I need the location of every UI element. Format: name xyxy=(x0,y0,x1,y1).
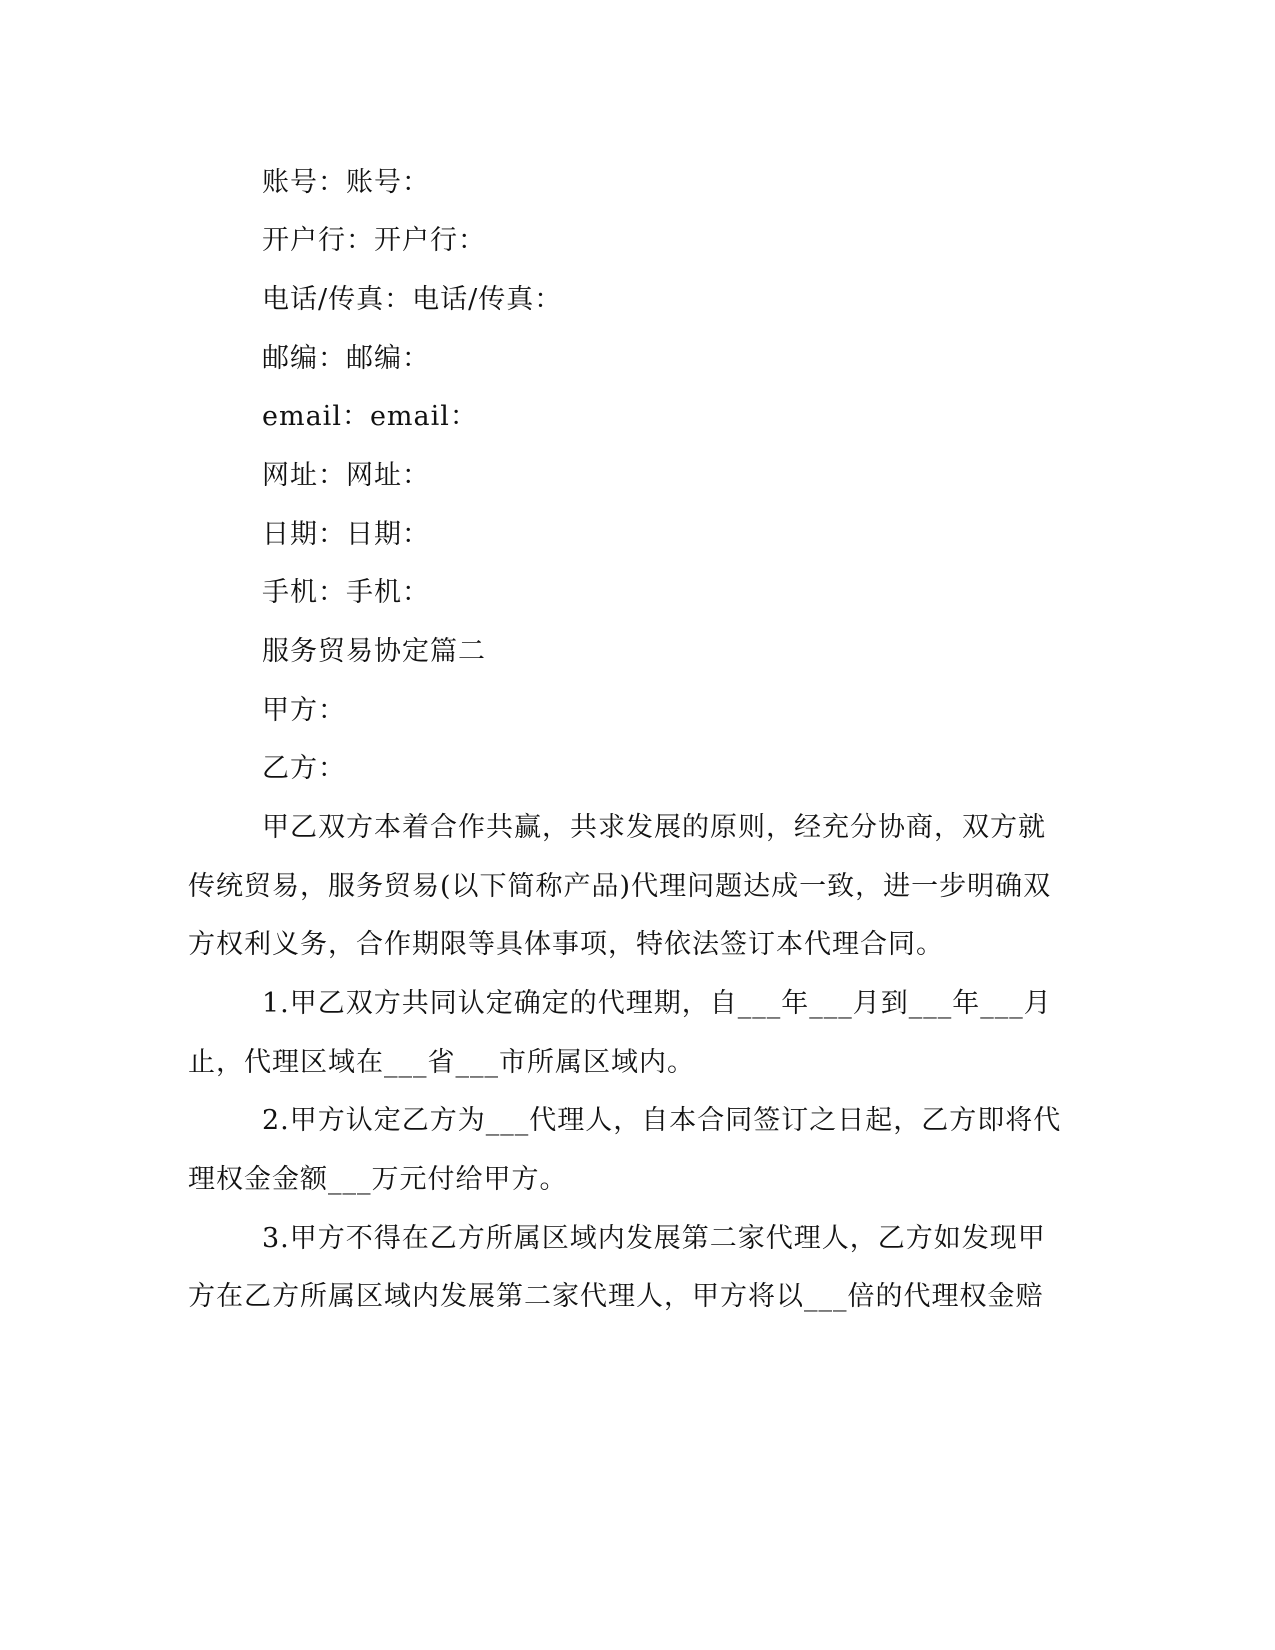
intro-line-2: 传统贸易，服务贸易(以下简称产品)代理问题达成一致，进一步明确双 xyxy=(188,871,1052,902)
clause-2-line-1: 2.甲方认定乙方为___代理人，自本合同签订之日起，乙方即将代 xyxy=(262,1105,1062,1136)
party-a-label: 甲方： xyxy=(262,695,346,726)
postcode-field: 邮编：邮编： xyxy=(262,343,430,374)
phone-fax-field: 电话/传真：电话/传真： xyxy=(262,284,563,315)
section-title: 服务贸易协定篇二 xyxy=(262,636,486,667)
clause-3-line-1: 3.甲方不得在乙方所属区域内发展第二家代理人，乙方如发现甲 xyxy=(262,1223,1046,1254)
clause-2-line-2: 理权金金额___万元付给甲方。 xyxy=(188,1164,568,1195)
account-field: 账号：账号： xyxy=(262,167,430,198)
bank-field: 开户行：开户行： xyxy=(262,225,486,256)
clause-1-line-1: 1.甲乙双方共同认定确定的代理期，自___年___月到___年___月 xyxy=(262,988,1052,1019)
clause-3-line-2: 方在乙方所属区域内发展第二家代理人，甲方将以___倍的代理权金赔 xyxy=(188,1281,1044,1312)
email-field: email：email： xyxy=(262,401,478,432)
date-field: 日期：日期： xyxy=(262,519,430,550)
website-field: 网址：网址： xyxy=(262,460,430,491)
party-b-label: 乙方： xyxy=(262,753,346,784)
intro-line-3: 方权利义务，合作期限等具体事项，特依法签订本代理合同。 xyxy=(188,929,944,960)
intro-line-1: 甲乙双方本着合作共赢，共求发展的原则，经充分协商，双方就 xyxy=(262,812,1046,843)
clause-1-line-2: 止，代理区域在___省___市所属区域内。 xyxy=(188,1047,695,1078)
mobile-field: 手机：手机： xyxy=(262,577,430,608)
